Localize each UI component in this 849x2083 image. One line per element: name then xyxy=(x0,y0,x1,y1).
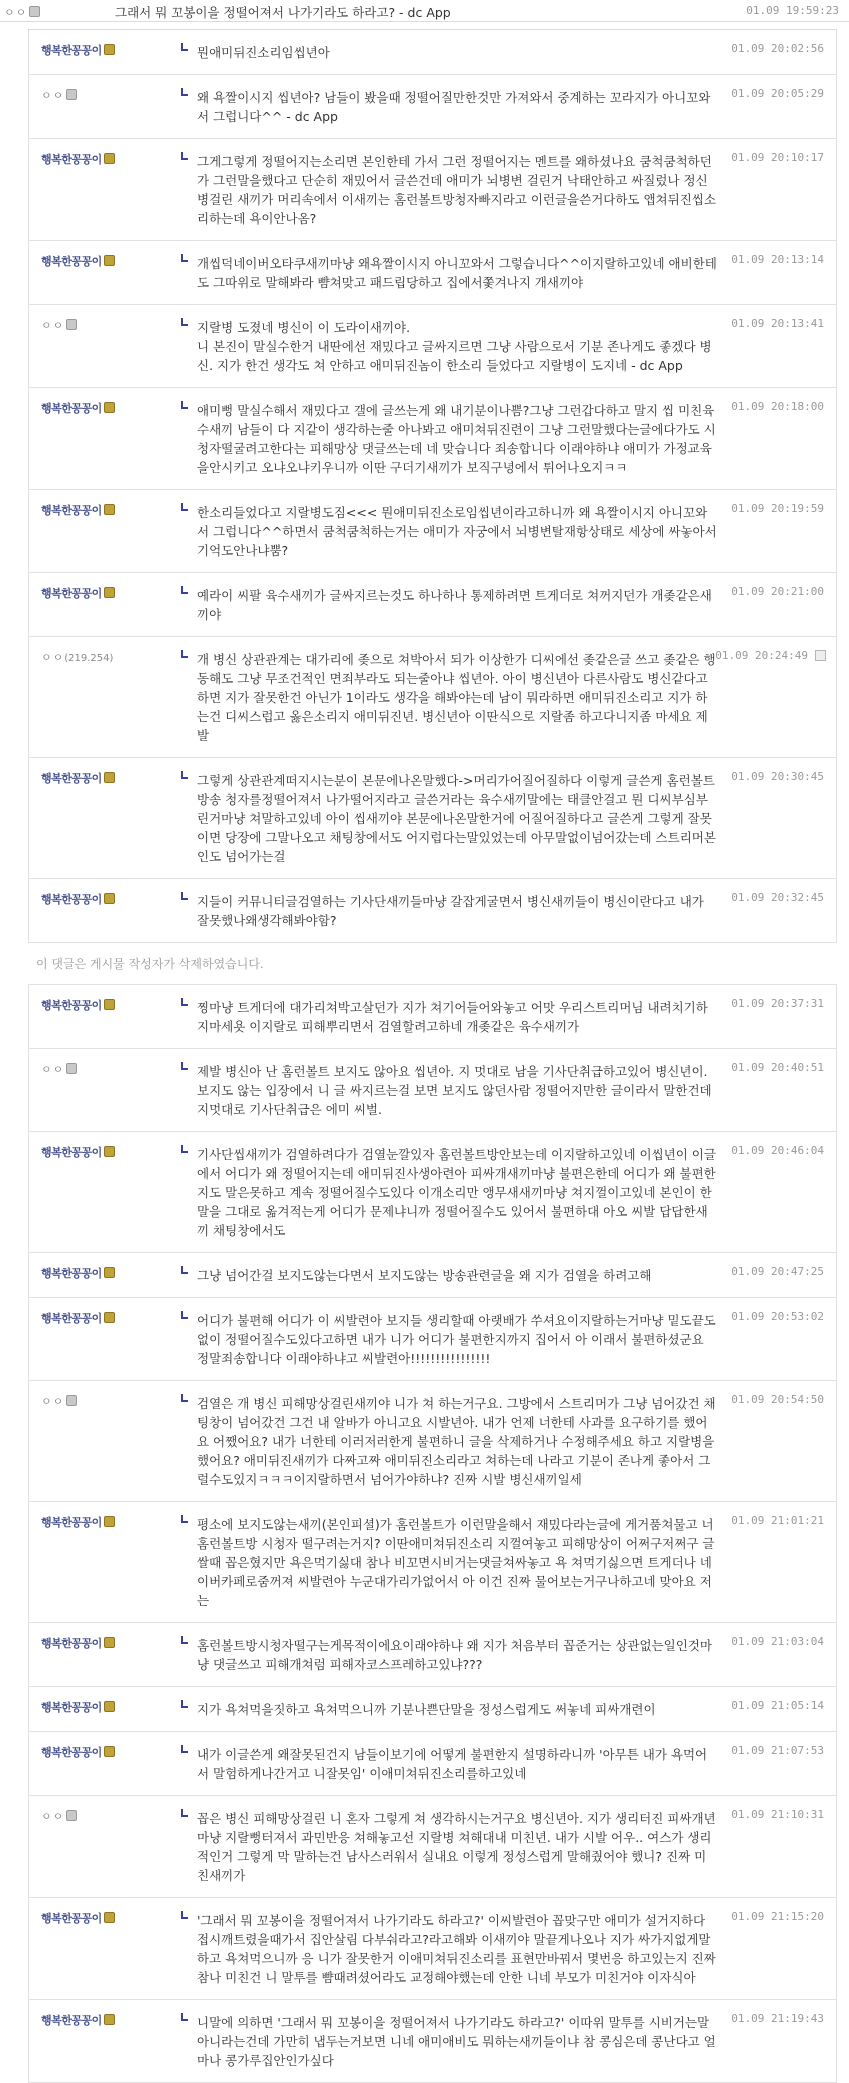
reply-arrow-icon xyxy=(181,88,188,96)
comment-row xyxy=(28,637,837,758)
comment-nickname[interactable]: 행복한꽁꽁이 xyxy=(41,400,115,416)
comment-row xyxy=(28,75,837,139)
comment-date: 01.09 20:53:02 xyxy=(731,1310,824,1323)
reply-arrow-icon xyxy=(181,586,188,594)
comment-text: 지가 욕쳐먹을짓하고 욕쳐먹으니까 기분나쁜단말을 정성스럽게도 써놓네 피싸개련이 xyxy=(197,1702,656,1717)
fixed-nick-badge-icon xyxy=(104,772,115,783)
reply-arrow-icon xyxy=(181,1636,188,1644)
comment-text: 그렇게 상관관계떠지시는분이 본문에나온말했다->머리가어질어질하다 이렇게 글쓴게 홈런볼트방송 청자를정떨어져서 나가떨어지라고 글쓴거라는 육수새끼말에는 태클안걸고 뭔 디씨부심부린거마냥 쳐말하고있네 아이 씹새끼야 본문에나온말한거에 어질어질하다고 글쓴게 그렇게 잘못이면 당장에 그말나오고 채팅창에서도 어지럽다는말있었는데 아무말없이넘어갔는데 스트리머본인도 넘어가는걸 xyxy=(197,773,716,864)
comment-date: 01.09 20:47:25 xyxy=(731,1265,824,1278)
comment-date: 01.09 20:24:49 xyxy=(715,649,808,662)
original-post-header xyxy=(0,0,849,22)
comment-text: 평소에 보지도않는새끼(본인피셜)가 홈런볼트가 이런말을해서 재밌다라는글에 게거품쳐물고 너 홈런볼트방 시청자 떨구려는거지? 이딴애미쳐뒤진소리 지껄여놓고 피해망상이 어쩌구저쩌구 글쌀때 꼽은혔지만 욕은먹기싫대 참나 비꼬면시비거는댓글쳐싸놓고 욕 쳐먹기싫으면 트게더나 네이버카페로줌꺼져 씨발련아 누군대가리가없어서 아 이건 진짜 물어보는거구나하고네 맞아요 저는 xyxy=(197,1517,718,1608)
comment-row xyxy=(28,30,837,75)
reply-arrow-icon xyxy=(181,152,188,160)
reply-arrow-icon xyxy=(181,1809,188,1817)
reply-arrow-icon xyxy=(181,1700,188,1708)
op-nickname[interactable]: ㅇㅇ xyxy=(4,4,40,20)
comment-row xyxy=(28,490,837,573)
comment-row xyxy=(28,573,837,637)
fixed-nick-badge-icon xyxy=(104,1912,115,1923)
comment-text: 홈런볼트방시청자떨구는게목적이에요이래야하냐 왜 지가 처음부터 꼽준거는 상관없는일인것마냥 댓글쓰고 피해개쳐럼 피해자코스프레하고있냐??? xyxy=(197,1638,712,1672)
comment-text: 내가 이글쓴게 왜잘못된건지 남들이보기에 어떻게 불편한지 설명하라니까 '아무튼 내가 욕먹어서 말험하게나간거고 니잘못임' 이애미쳐뒤진소리를하고있네 xyxy=(197,1747,708,1781)
fixed-nick-badge-icon xyxy=(104,1267,115,1278)
comment-text: 기사단씹새끼가 검열하려다가 검열눈깔있자 홈런볼트방안보는데 이지랄하고있네 이씹년이 이글에서 어디가 왜 정떨어지는데 애미뒤진사생아련아 피싸개새끼마냥 불편은한데 어디가 왜 불편한지도 말은못하고 계속 정떨어질수도있다 이개소리만 앵무새새끼마냥 쳐지껄이고있네 본인이 한말을 그대로 옮겨적는게 어디가 문제냐니까 정떨어질수도 있어서 불편하대 아오 씨발 답답한새끼 채팅창에서도 xyxy=(197,1147,716,1238)
reply-arrow-icon xyxy=(181,1145,188,1153)
comment-nickname[interactable]: 행복한꽁꽁이 xyxy=(41,997,115,1013)
comment-date: 01.09 20:05:29 xyxy=(731,87,824,100)
reply-arrow-icon xyxy=(181,650,188,658)
user-badge-icon xyxy=(66,1063,77,1074)
comment-row xyxy=(28,388,837,490)
comment-nickname[interactable]: 행복한꽁꽁이 xyxy=(41,1144,115,1160)
comment-date: 01.09 20:37:31 xyxy=(731,997,824,1010)
comment-date: 01.09 20:19:59 xyxy=(731,502,824,515)
comment-row xyxy=(28,1253,837,1298)
comment-row xyxy=(28,1502,837,1623)
comment-text: 예라이 씨팔 육수새끼가 글싸지르는것도 하나하나 통제하려면 트게더로 쳐꺼지던가 개좆같은새끼야 xyxy=(197,588,712,622)
comment-date: 01.09 21:19:43 xyxy=(731,2012,824,2025)
comment-row xyxy=(28,1732,837,1796)
comment-nickname[interactable]: 행복한꽁꽁이 xyxy=(41,1744,115,1760)
fixed-nick-badge-icon xyxy=(104,1146,115,1157)
op-title[interactable]: 그래서 뭐 꼬봉이을 정떨어져서 나가기라도 하라고? - dc App xyxy=(115,5,451,20)
reply-arrow-icon xyxy=(181,1745,188,1753)
reply-arrow-icon xyxy=(181,998,188,1006)
fixed-nick-badge-icon xyxy=(104,1746,115,1757)
comment-date: 01.09 20:40:51 xyxy=(731,1061,824,1074)
reply-arrow-icon xyxy=(181,503,188,511)
comment-date: 01.09 21:07:53 xyxy=(731,1744,824,1757)
comment-text: 지들이 커뮤니티글검열하는 기사단새끼들마냥 갈잡게굴면서 병신새끼들이 병신이란다고 내가 잘못했나왜생각해봐야함? xyxy=(197,894,708,928)
user-badge-icon xyxy=(66,89,77,100)
deleted-message: 이 댓글은 게시물 작성자가 삭제하였습니다. xyxy=(36,957,264,971)
comment-row xyxy=(28,758,837,879)
fixed-nick-badge-icon xyxy=(104,1701,115,1712)
comment-date: 01.09 20:13:14 xyxy=(731,253,824,266)
reply-arrow-icon xyxy=(181,1062,188,1070)
comment-row xyxy=(28,1687,837,1732)
fixed-nick-badge-icon xyxy=(104,587,115,598)
comment-nickname[interactable]: ㅇㅇ(219.254) xyxy=(41,651,114,664)
fixed-nick-badge-icon xyxy=(104,1516,115,1527)
comment-row xyxy=(28,139,837,241)
reply-arrow-icon xyxy=(181,43,188,51)
comment-text: 개 병신 상관관계는 대가리에 좆으로 쳐박아서 되가 이상한가 디씨에선 좆같은글 쓰고 좆같은 행동해도 그냥 무조건적인 면죄부라도 되는줄아냐 씹년아. 아이 병신년아 다른사람도 병신같다고 하면 지가 잘못한건 아닌가 1이라도 생각을 해봐야는데 남이 뭐라하면 애미뒤진소리고 지가 하는건 디씨스럽고 옳은소리지 애미뒤진년. 병신년아 이딴식으로 지랄좀 하고다니지좀 마세요 제발 xyxy=(197,652,716,743)
comment-nickname[interactable]: ㅇㅇ xyxy=(41,317,77,333)
reply-arrow-icon xyxy=(181,1394,188,1402)
comment-row xyxy=(28,1132,837,1253)
fixed-nick-badge-icon xyxy=(104,2014,115,2025)
comment-date: 01.09 20:10:17 xyxy=(731,151,824,164)
comment-text: 어디가 불편해 어디가 이 씨발련아 보지들 생리할때 아랫배가 쑤셔요이지랄하는거마냥 밑도끝도없이 정떨어질수도있다고하면 내가 니가 어디가 불편한지까지 집어서 아 이래서 불편하셨군요 정말죄송합니다 이래야하냐고 씨발련아!!!!!!!!!!!!!!!! xyxy=(197,1313,716,1366)
reply-arrow-icon xyxy=(181,318,188,326)
user-badge-icon xyxy=(66,1395,77,1406)
fixed-nick-badge-icon xyxy=(104,1637,115,1648)
comment-list xyxy=(28,29,837,2083)
comment-nickname[interactable]: ㅇㅇ xyxy=(41,1808,77,1824)
reply-arrow-icon xyxy=(181,771,188,779)
reply-arrow-icon xyxy=(181,1311,188,1319)
user-badge-icon xyxy=(29,6,40,17)
comment-row xyxy=(28,1381,837,1502)
comment-nickname[interactable]: 행복한꽁꽁이 xyxy=(41,585,115,601)
reply-arrow-icon xyxy=(181,892,188,900)
comment-row xyxy=(28,1796,837,1898)
reply-arrow-icon xyxy=(181,1911,188,1919)
comment-nickname[interactable]: ㅇㅇ xyxy=(41,87,77,103)
comment-text: 그게그렇게 정떨어지는소리면 본인한테 가서 그런 정떨어지는 멘트를 왜하셨나요 쿰척쿰척하던가 그런말을했다고 단순히 재밌어서 글쓴건데 애미가 뇌병변 걸린거 낙태안하고 싸질렀나 정신병걸린 새끼가 머리속에서 이새끼는 홈런볼트방청자빠지라고 이런글을쓴거다하도 앱쳐뒤진씹소리하는데 욕이안나옴? xyxy=(197,154,716,226)
user-badge-icon xyxy=(66,319,77,330)
comment-text: 왜 욕짤이시지 씹년아? 남들이 봤을때 정떨어질만한것만 가져와서 중계하는 꼬라지가 아니꼬와서 그럽니다^^ - dc App xyxy=(197,90,711,124)
comment-nickname[interactable]: 행복한꽁꽁이 xyxy=(41,1699,115,1715)
comment-nickname[interactable]: 행복한꽁꽁이 xyxy=(41,770,115,786)
comment-nickname[interactable]: ㅇㅇ xyxy=(41,1061,77,1077)
comment-text: '그래서 뭐 꼬봉이을 정떨어져서 나가기라도 하라고?' 이씨발련아 꼽맞구만 애미가 설거지하다 접시깨트렸을때가서 집안살림 다부숴라고?라고해봐 이새끼야 말끝게나오나 지가 싸가지없게말하고 욕쳐먹으니까 응 니가 잘못한거 이애미쳐뒤진소리를 표현만바꿔서 몇번응 하고있는지 진짜참나 미친건 니 말투를 뺨때려셨어라도 교정해야했는데 안한 니네 부모가 미친거야 이자식아 xyxy=(197,1913,716,1985)
comment-text: 찡마냥 트게더에 대가리쳐박고살던가 지가 쳐기어들어와놓고 어맛 우리스트리머님 내려치기하지마세욧 이지랄로 피해뿌리면서 검열할려고하네 개좆같은 육수새끼가 xyxy=(197,1000,708,1034)
fixed-nick-badge-icon xyxy=(104,44,115,55)
comment-nickname[interactable]: 행복한꽁꽁이 xyxy=(41,253,115,269)
comment-text: 지랄병 도졌네 병신이 이 도라이새끼야. 니 본진이 말실수한거 내딴에선 재밌다고 글싸지르면 그냥 사람으로서 기분 존나게도 좋겠다 병신. 지가 한건 생각도 쳐 안하고 애미뒤진놈이 한소리 들었다고 지랄병이 도지네 - dc App xyxy=(197,320,712,373)
comment-row xyxy=(28,879,837,943)
comment-text: 개씹덕네이버오타쿠새끼마냥 왜욕짤이시지 아니꼬와서 그렇습니다^^이지랄하고있네 애비한테도 그따위로 말해봐라 뺨쳐맞고 패드립당하고 집에서쫓겨나지 개새끼야 xyxy=(197,256,717,290)
delete-comment-icon[interactable] xyxy=(815,650,826,661)
reply-arrow-icon xyxy=(181,401,188,409)
comment-date: 01.09 21:05:14 xyxy=(731,1699,824,1712)
comment-row xyxy=(28,1898,837,2000)
comment-row xyxy=(28,305,837,388)
comment-ip: (219.254) xyxy=(64,653,114,664)
comment-nickname[interactable]: 행복한꽁꽁이 xyxy=(41,2012,115,2028)
fixed-nick-badge-icon xyxy=(104,402,115,413)
comment-nickname[interactable]: 행복한꽁꽁이 xyxy=(41,42,115,58)
comment-text: 니말에 의하면 '그래서 뭐 꼬봉이을 정떨어져서 나가기라도 하라고?' 이따위 말투를 시비거는말아니라는건데 가만히 냅두는거보면 니네 애미애비도 뭐하는새끼들이냐 참 콩심은데 콩난다고 얼마나 콩가루집안인가싶다 xyxy=(197,2015,716,2068)
comment-nickname[interactable]: 행복한꽁꽁이 xyxy=(41,1910,115,1926)
comment-row xyxy=(28,1298,837,1381)
fixed-nick-badge-icon xyxy=(104,999,115,1010)
comment-nickname[interactable]: 행복한꽁꽁이 xyxy=(41,502,115,518)
comment-nickname[interactable]: 행복한꽁꽁이 xyxy=(41,1265,115,1281)
user-badge-icon xyxy=(66,1810,77,1821)
comment-nickname[interactable]: ㅇㅇ xyxy=(41,1393,77,1409)
comment-row xyxy=(28,1623,837,1687)
comment-date: 01.09 20:30:45 xyxy=(731,770,824,783)
comment-text: 뭔애미뒤진소리임씹년아 xyxy=(197,45,330,60)
fixed-nick-badge-icon xyxy=(104,255,115,266)
comment-row xyxy=(28,241,837,305)
comment-row xyxy=(28,1049,837,1132)
reply-arrow-icon xyxy=(181,2013,188,2021)
op-date: 01.09 19:59:23 xyxy=(746,4,839,17)
fixed-nick-badge-icon xyxy=(104,893,115,904)
comment-text: 검열은 개 병신 피해망상걸린새끼야 니가 쳐 하는거구요. 그방에서 스트리머가 그냥 넘어갔건 채팅창이 넘어갔건 그건 내 알바가 아니고요 시발년아. 내가 언제 너한테 사과를 요구하기를 했어요 어쨌어요? 내가 너한테 이러저러한게 불편하니 글을 삭제하거나 수정해주세요 하고 지랄병을 했어요? 애미뒤진새끼가 다짜고짜 애미뒤진소리라고 쳐하는데 나라고 기분이 존나게 좋아서 그럴수도있지ㅋㅋㅋ이지랄하면서 넘어가야하냐? 진짜 시발 병신새끼일세 xyxy=(197,1396,719,1487)
deleted-comment xyxy=(28,943,837,985)
reply-arrow-icon xyxy=(181,254,188,262)
comment-date: 01.09 20:21:00 xyxy=(731,585,824,598)
comment-date: 01.09 21:01:21 xyxy=(731,1514,824,1527)
comment-date: 01.09 20:18:00 xyxy=(731,400,824,413)
comment-date: 01.09 20:02:56 xyxy=(731,42,824,55)
fixed-nick-badge-icon xyxy=(104,504,115,515)
comment-date: 01.09 20:13:41 xyxy=(731,317,824,330)
fixed-nick-badge-icon xyxy=(104,1312,115,1323)
comment-date: 01.09 20:32:45 xyxy=(731,891,824,904)
comment-nickname[interactable]: 행복한꽁꽁이 xyxy=(41,1514,115,1530)
comment-nickname[interactable]: 행복한꽁꽁이 xyxy=(41,1635,115,1651)
comment-text: 한소리들었다고 지랄병도짐<<< 뭔애미뒤진소로임씹년이라고하니까 왜 욕짤이시지 아니꼬와서 그럽니다^^하면서 쿰척쿰척하는거는 애미가 자궁에서 뇌병변탈재항상태로 세상에 싸놓아서 기억도안나냐뿜? xyxy=(197,505,721,558)
comment-date: 01.09 21:10:31 xyxy=(731,1808,824,1821)
comment-date: 01.09 20:46:04 xyxy=(731,1144,824,1157)
comment-date: 01.09 20:54:50 xyxy=(731,1393,824,1406)
fixed-nick-badge-icon xyxy=(104,153,115,164)
comment-row xyxy=(28,2000,837,2083)
comment-nickname[interactable]: 행복한꽁꽁이 xyxy=(41,151,115,167)
comment-text: 꼽은 병신 피해망상걸린 니 혼자 그렇게 쳐 생각하시는거구요 병신년아. 지가 생리터진 피싸개년마냥 지랄뻥터져서 과민반응 쳐해놓고선 지랄병 쳐해대내 미친년. 내가 시발 어우.. 여스가 생리적인거 그렇게 막 말하는건 남사스러워서 실내요 이렇게 정성스럽게 말해줬어야 했니? 진짜 미친새끼가 xyxy=(197,1811,716,1883)
comment-text: 애미뻥 말실수해서 재밌다고 갤에 글쓰는게 왜 내기분이나쁨?그냥 그런갑다하고 말지 씹 미친육수새끼 남들이 다 지같이 생각하는줄 아나봐고 애미쳐뒤진련이 그냥 그런말했다는글에다가도 시청자떨굴려고한다는 피해망상 댓글쓰는데 네 맞습니다 죄송합니다 이래야하냐 애미가 가정교육을안시키고 오냐오냐키우니까 이딴 구더기새끼가 보직구녕에서 튀어나오지ㅋㅋ xyxy=(197,403,716,475)
reply-arrow-icon xyxy=(181,1515,188,1523)
comment-text: 그냥 넘어간걸 보지도않는다면서 보지도않는 방송관련글을 왜 지가 검열을 하려고해 xyxy=(197,1268,652,1283)
comment-date: 01.09 21:15:20 xyxy=(731,1910,824,1923)
comment-date: 01.09 21:03:04 xyxy=(731,1635,824,1648)
comment-row xyxy=(28,985,837,1049)
reply-arrow-icon xyxy=(181,1266,188,1274)
comment-text: 제발 병신아 난 홈런볼트 보지도 않아요 씹년아. 지 멋대로 남을 기사단취급하고있어 병신년이. 보지도 않는 입장에서 니 글 싸지르는걸 보면 보지도 않던사람 정떨어지만한 글이라서 말한건데 지멋대로 기사단취급은 에미 씨벌. xyxy=(197,1064,716,1117)
comment-nickname[interactable]: 행복한꽁꽁이 xyxy=(41,891,115,907)
comment-nickname[interactable]: 행복한꽁꽁이 xyxy=(41,1310,115,1326)
